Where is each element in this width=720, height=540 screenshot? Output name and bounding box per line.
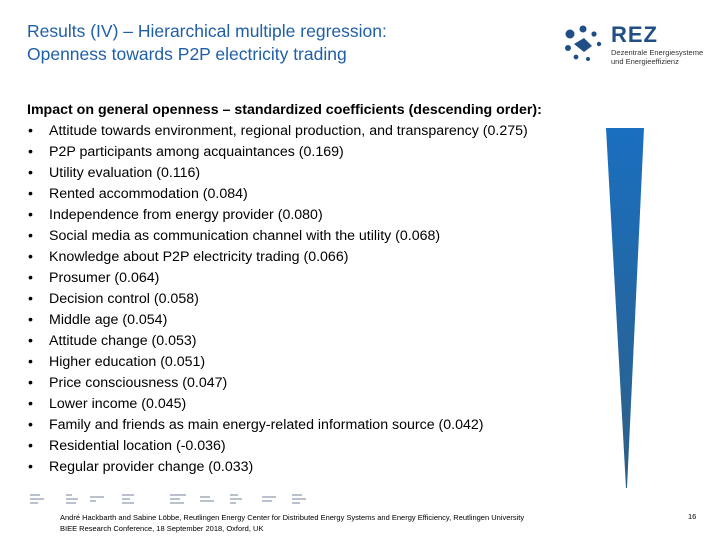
bullet-icon: • bbox=[28, 186, 33, 202]
list-item bbox=[27, 289, 617, 310]
coefficient-list bbox=[27, 121, 617, 478]
bullet-icon: • bbox=[28, 396, 33, 412]
list-item bbox=[27, 310, 617, 331]
bullet-icon: • bbox=[28, 291, 33, 307]
descending-wedge-graphic bbox=[606, 128, 646, 488]
page-number: 16 bbox=[688, 512, 697, 521]
slide-title bbox=[27, 20, 547, 66]
list-item-text: Regular provider change (0.033) bbox=[49, 459, 254, 475]
bullet-icon: • bbox=[28, 459, 33, 475]
section-heading: Impact on general openness – standardized coefficients (descending order): bbox=[27, 102, 542, 118]
list-item bbox=[27, 436, 617, 457]
bullet-icon: • bbox=[28, 228, 33, 244]
rez-logo-mark-icon bbox=[562, 24, 606, 64]
list-item-text: Higher education (0.051) bbox=[49, 354, 206, 370]
list-item-text: Knowledge about P2P electricity trading (0.066) bbox=[49, 249, 349, 265]
list-item bbox=[27, 142, 617, 163]
list-item bbox=[27, 268, 617, 289]
list-item-text: Independence from energy provider (0.080) bbox=[49, 207, 323, 223]
footer-conference: BIEE Research Conference, 18 September 2018, Oxford, UK bbox=[60, 524, 264, 533]
list-item-text: Rented accommodation (0.084) bbox=[49, 186, 248, 202]
bullet-icon: • bbox=[28, 165, 33, 181]
slide-title-line-1: Results (IV) – Hierarchical multiple regression: bbox=[27, 21, 387, 41]
bullet-icon: • bbox=[28, 333, 33, 349]
list-item-text: Lower income (0.045) bbox=[49, 396, 187, 412]
list-item-text: Prosumer (0.064) bbox=[49, 270, 160, 286]
logo-name: REZ bbox=[611, 22, 658, 47]
list-item-text: Attitude change (0.053) bbox=[49, 333, 197, 349]
list-item bbox=[27, 226, 617, 247]
bullet-icon: • bbox=[28, 312, 33, 328]
list-item bbox=[27, 352, 617, 373]
list-item-text: Middle age (0.054) bbox=[49, 312, 168, 328]
list-item-text: Price consciousness (0.047) bbox=[49, 375, 228, 391]
list-item-text: Utility evaluation (0.116) bbox=[49, 165, 201, 181]
list-item bbox=[27, 457, 617, 478]
list-item-text: Attitude towards environment, regional production, and transparency (0.275) bbox=[49, 123, 528, 139]
footer-authors: André Hackbarth and Sabine Löbbe, Reutlingen Energy Center for Distributed Energy Systems and Energy Efficiency, Reutlingen University bbox=[60, 513, 525, 522]
list-item-text: P2P participants among acquaintances (0.169) bbox=[49, 144, 344, 160]
footer-citation bbox=[60, 512, 640, 534]
list-item bbox=[27, 373, 617, 394]
list-item bbox=[27, 331, 617, 352]
logo-subtitle-line-2: und Energieeffizienz bbox=[611, 57, 679, 66]
bullet-icon: • bbox=[28, 249, 33, 265]
list-item bbox=[27, 184, 617, 205]
bullet-icon: • bbox=[28, 144, 33, 160]
footer-decoration bbox=[30, 492, 330, 508]
list-item-text: Social media as communication channel with the utility (0.068) bbox=[49, 228, 441, 244]
list-item bbox=[27, 205, 617, 226]
bullet-icon: • bbox=[28, 438, 33, 454]
bullet-icon: • bbox=[28, 270, 33, 286]
bullet-icon: • bbox=[28, 375, 33, 391]
rez-logo bbox=[562, 22, 712, 70]
list-item-text: Decision control (0.058) bbox=[49, 291, 199, 307]
list-item-text: Residential location (-0.036) bbox=[49, 438, 226, 454]
slide-title-line-2: Openness towards P2P electricity trading bbox=[27, 44, 347, 64]
list-item bbox=[27, 247, 617, 268]
logo-subtitle-line-1: Dezentrale Energiesysteme bbox=[611, 48, 704, 57]
list-item bbox=[27, 394, 617, 415]
bullet-icon: • bbox=[28, 354, 33, 370]
bullet-icon: • bbox=[28, 123, 33, 139]
list-item bbox=[27, 163, 617, 184]
list-item bbox=[27, 121, 617, 142]
logo-subtitle bbox=[611, 48, 720, 66]
list-item bbox=[27, 415, 617, 436]
list-item-text: Family and friends as main energy-related information source (0.042) bbox=[49, 417, 484, 433]
bullet-icon: • bbox=[28, 207, 33, 223]
bullet-icon: • bbox=[28, 417, 33, 433]
main-content bbox=[27, 100, 617, 478]
